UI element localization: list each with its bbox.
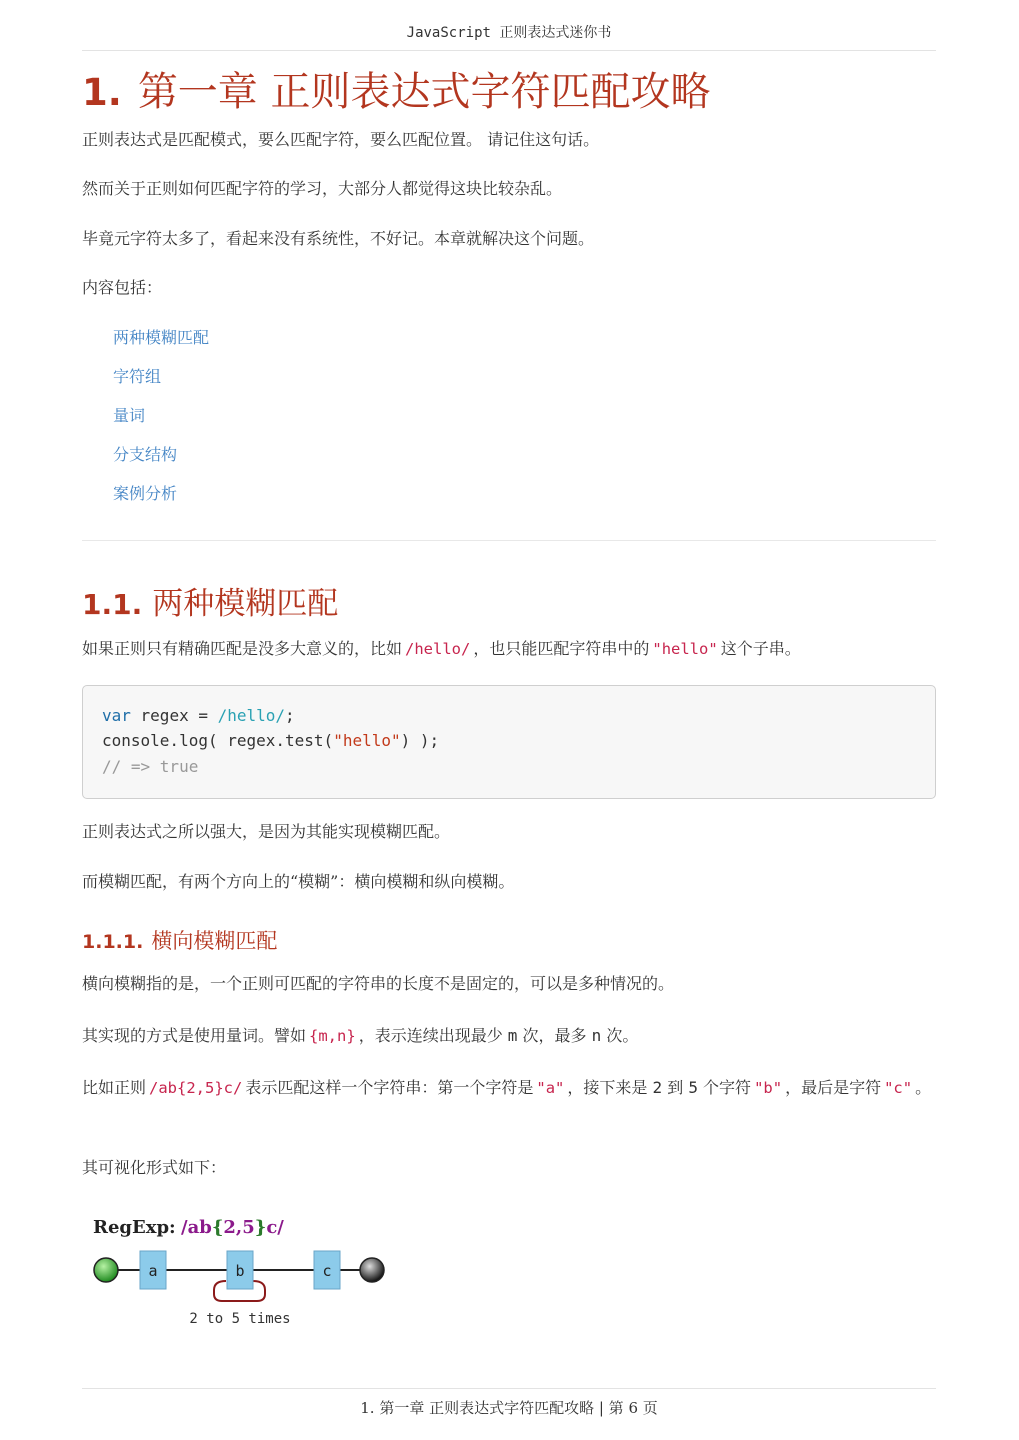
start-node-icon: [94, 1258, 118, 1282]
intro-paragraph-4: 内容包括：: [82, 278, 163, 297]
code-text: console.log( regex.test(: [102, 731, 334, 750]
chapter-title-text: 第一章 正则表达式字符匹配攻略: [137, 69, 711, 115]
mono-text: 2: [652, 1078, 663, 1097]
subsection-number: 1.1.1.: [82, 931, 144, 953]
text-run: ，表示连续出现最少: [358, 1026, 503, 1045]
subsection-paragraph-1: 横向模糊指的是，一个正则可匹配的字符串的长度不是固定的，可以是多种情况的。: [82, 974, 675, 993]
section-paragraph-1: [82, 634, 936, 664]
subsection-title-text: 横向模糊匹配: [151, 929, 278, 953]
text-run: 如果正则只有精确匹配是没多大意义的，比如: [82, 639, 403, 658]
code-line-2: [102, 731, 439, 750]
inline-code: "hello": [652, 640, 718, 658]
inline-code: /hello/: [405, 640, 471, 658]
section-paragraph-3: 而模糊匹配，有两个方向上的“模糊”：横向模糊和纵向模糊。: [82, 872, 515, 891]
pattern-brace: }: [254, 1217, 267, 1238]
subsection-paragraph-2: [82, 1021, 936, 1051]
mono-text: n: [591, 1026, 602, 1045]
footer-divider: [82, 1388, 936, 1389]
code-text: ;: [285, 706, 295, 725]
pattern-brace: {: [211, 1217, 224, 1238]
chapter-number: 1.: [82, 71, 122, 114]
intro-paragraph-1: 正则表达式是匹配模式，要么匹配字符，要么匹配位置。 请记住这句话。: [82, 130, 600, 149]
header-divider: [82, 50, 936, 51]
pattern-range: 2,5: [223, 1217, 255, 1238]
pattern-suffix: c/: [266, 1217, 284, 1238]
code-text: regex =: [130, 706, 218, 725]
subsection-paragraph-3: [82, 1073, 936, 1103]
code-string: "hello": [333, 731, 401, 750]
inline-code: /ab{2,5}c/: [149, 1079, 243, 1097]
code-keyword: var: [102, 706, 131, 725]
toc-link-alternation[interactable]: 分支结构: [113, 445, 178, 464]
text-run: 次。: [606, 1026, 639, 1045]
code-comment: // => true: [102, 757, 199, 776]
text-run: 到: [667, 1078, 684, 1097]
text-run: 比如正则: [82, 1078, 147, 1097]
toc-link-fuzzy-match[interactable]: 两种模糊匹配: [113, 328, 210, 347]
chapter-title: [82, 60, 711, 117]
toc-link-quantifier[interactable]: 量词: [113, 406, 146, 425]
regex-railroad-diagram: [88, 1210, 398, 1335]
subsection-title: [82, 925, 277, 955]
text-run: ，接下来是: [567, 1078, 648, 1097]
node-c-label: c: [322, 1262, 332, 1280]
diagram-label: RegExp:: [93, 1217, 176, 1238]
text-run: 这个子串。: [720, 639, 801, 658]
code-text: ) );: [400, 731, 440, 750]
toc-link-case-study[interactable]: 案例分析: [113, 484, 178, 503]
mono-text: m: [507, 1026, 518, 1045]
running-header: JavaScript 正则表达式迷你书: [406, 25, 612, 41]
code-regex: /hello/: [217, 706, 286, 725]
mono-text: 5: [688, 1078, 698, 1097]
inline-code: "a": [536, 1079, 565, 1097]
text-run: 其实现的方式是使用量词。譬如: [82, 1026, 307, 1045]
section-divider: [82, 540, 936, 541]
text-run: ，也只能匹配字符串中的: [473, 639, 650, 658]
section-number: 1.1.: [82, 588, 143, 621]
inline-code: "c": [884, 1079, 913, 1097]
text-run: 。: [915, 1078, 932, 1097]
toc-link-char-class[interactable]: 字符组: [113, 367, 162, 386]
diagram-pattern: [181, 1217, 284, 1238]
text-run: 表示匹配这样一个字符串：第一个字符是: [245, 1078, 534, 1097]
repeat-label: 2 to 5 times: [189, 1311, 291, 1327]
end-node-icon: [360, 1258, 384, 1282]
page-footer: 1. 第一章 正则表达式字符匹配攻略 | 第 6 页: [360, 1399, 658, 1417]
intro-paragraph-2: 然而关于正则如何匹配字符的学习，大部分人都觉得这块比较杂乱。: [82, 179, 563, 198]
intro-paragraph-3: 毕竟元字符太多了，看起来没有系统性，不好记。本章就解决这个问题。: [82, 229, 595, 248]
pattern-prefix: /ab: [181, 1217, 212, 1238]
node-b-label: b: [235, 1262, 245, 1280]
section-paragraph-2: 正则表达式之所以强大，是因为其能实现模糊匹配。: [82, 822, 451, 841]
node-a-label: a: [148, 1262, 158, 1280]
subsection-paragraph-4: 其可视化形式如下：: [82, 1158, 227, 1177]
text-run: ，最后是字符: [785, 1078, 882, 1097]
inline-code: {m,n}: [309, 1027, 356, 1045]
text-run: 个字符: [703, 1078, 752, 1097]
inline-code: "b": [754, 1079, 783, 1097]
code-line-1: [102, 706, 295, 725]
text-run: 次，最多: [522, 1026, 587, 1045]
section-title: [82, 578, 338, 623]
section-title-text: 两种模糊匹配: [152, 586, 339, 622]
code-block: [82, 685, 936, 799]
